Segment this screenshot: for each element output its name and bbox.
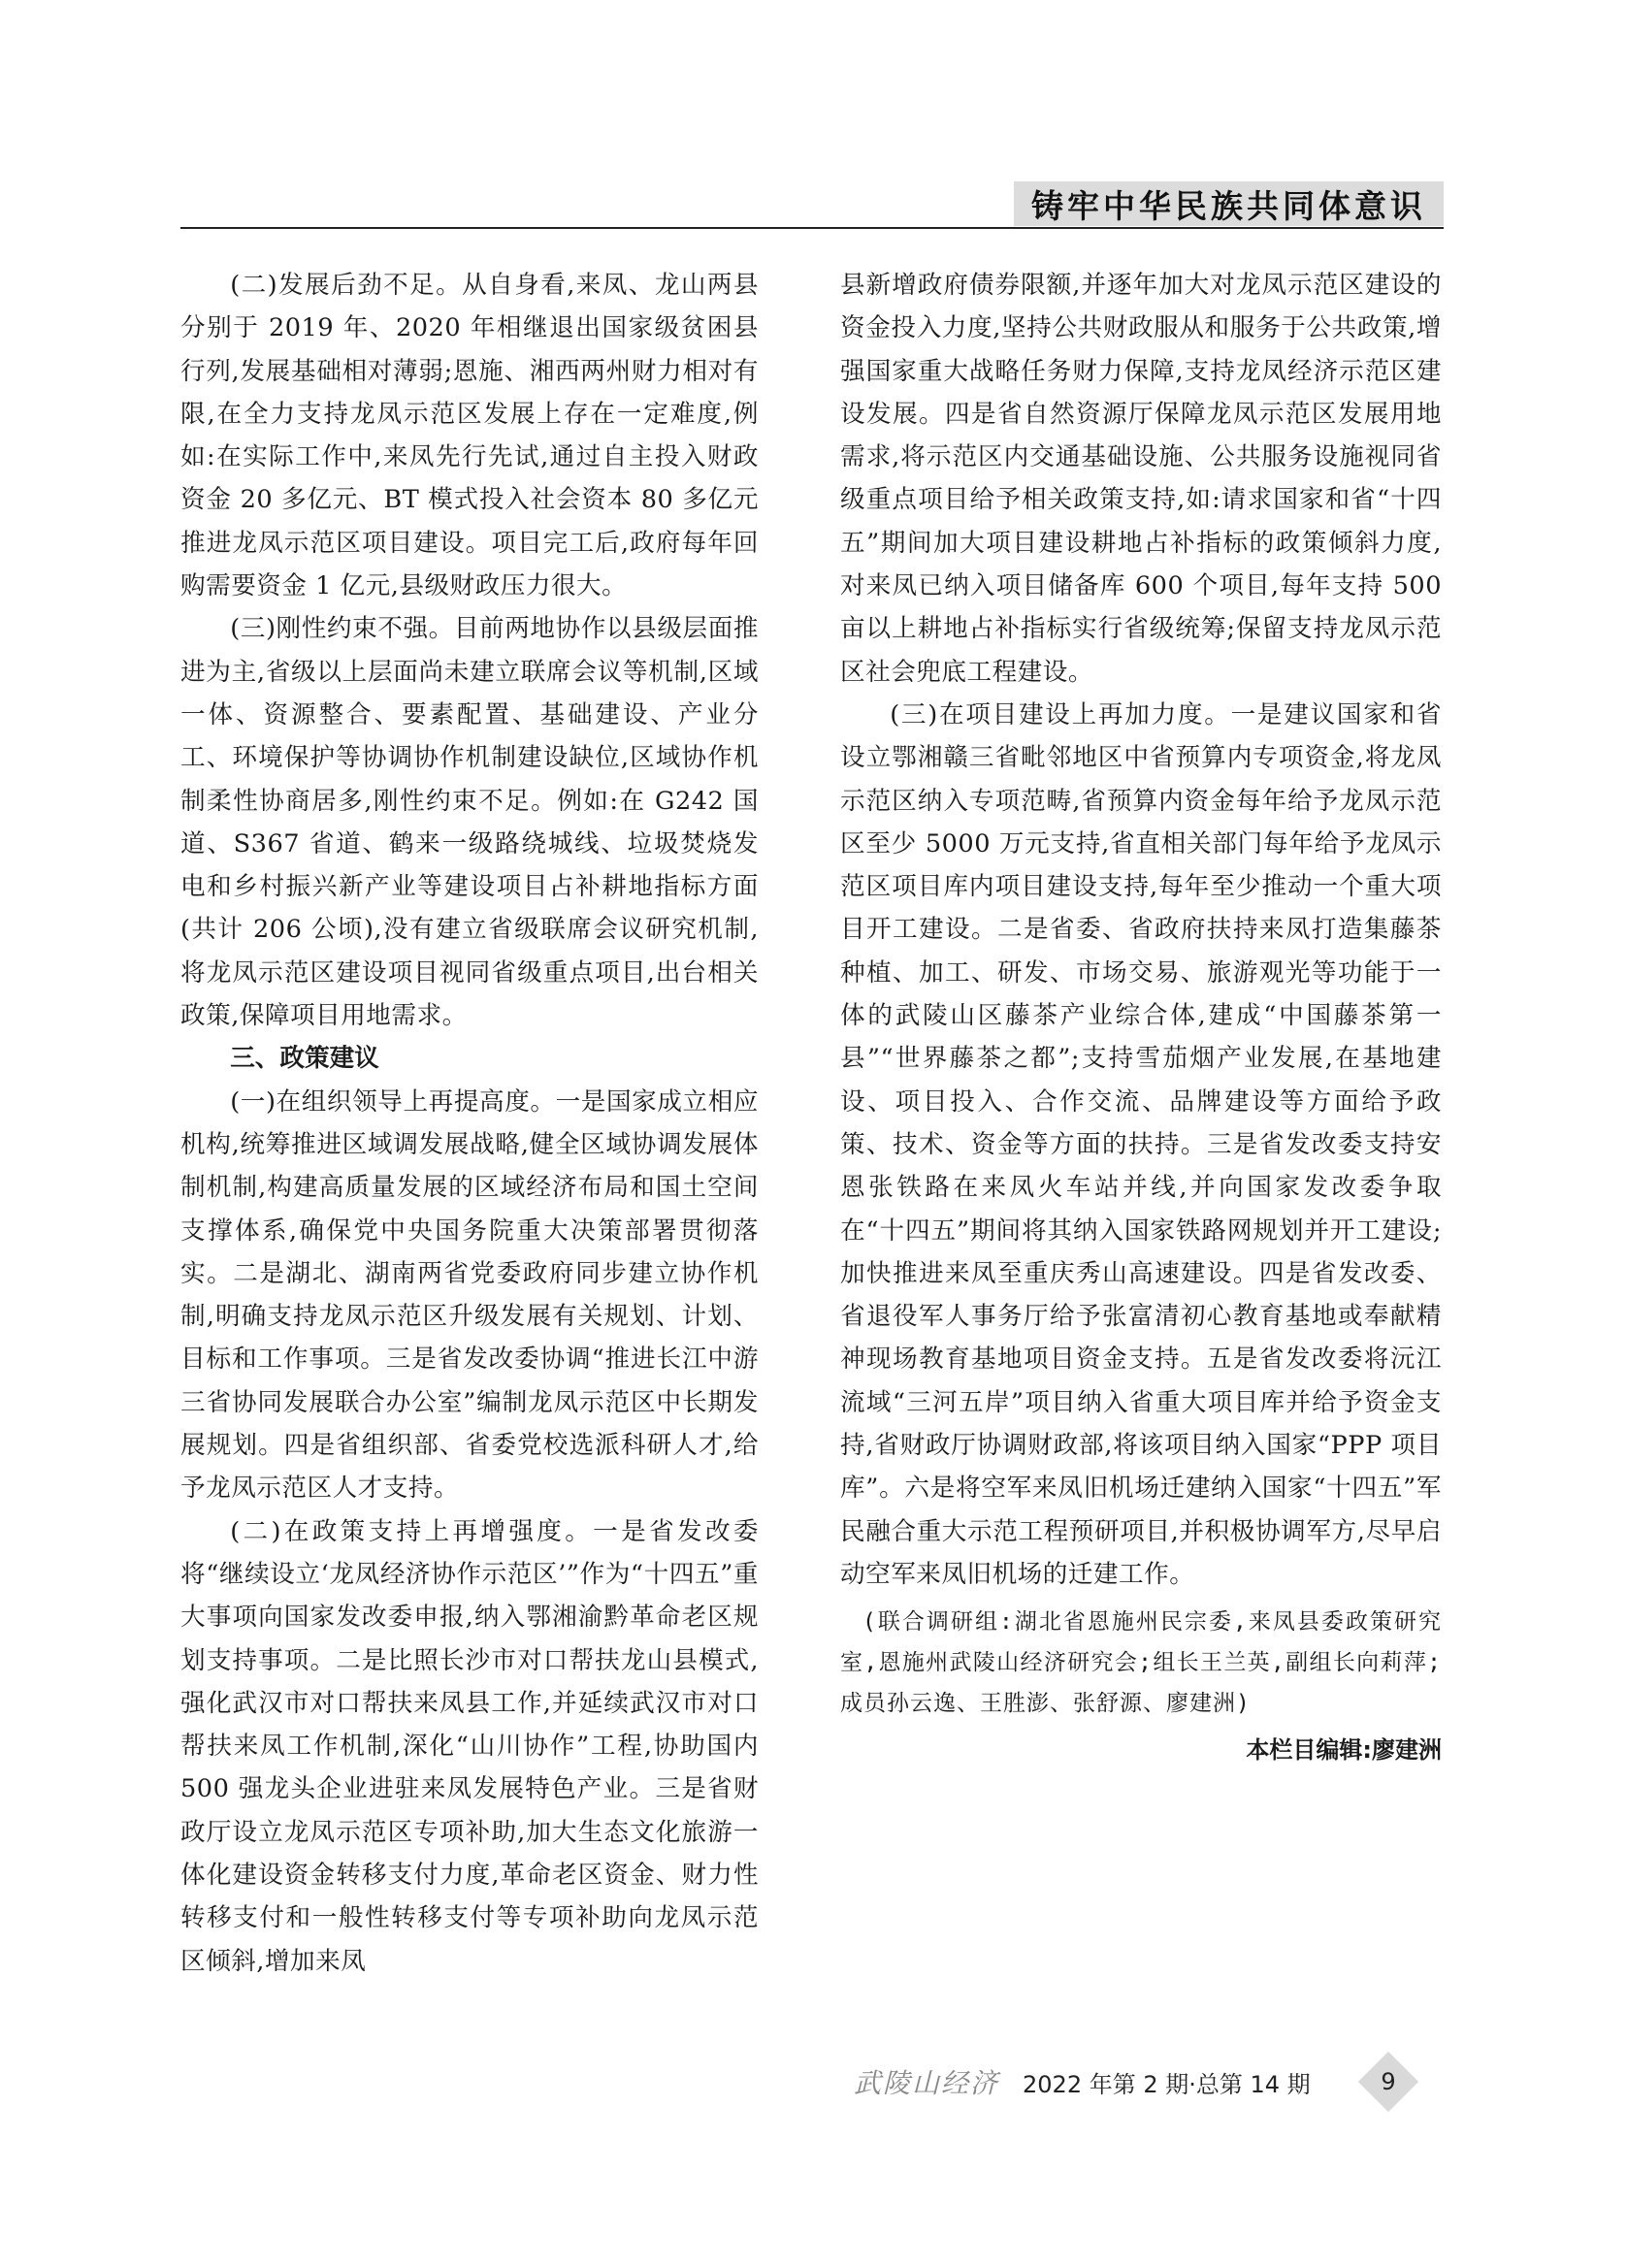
section-heading-policy: 三、政策建议 [230,1044,379,1074]
journal-logo: 武陵山经济 [854,2067,1000,2099]
header-rule [180,227,1444,229]
page-number: 9 [1381,2068,1396,2095]
paragraph-policy-support: (二)在政策支持上再增强度。一是省发改委将“继续设立‘龙凤经济协作示范区’”作为“十四五”重大事项向国家发改委申报,纳入鄂湘渝黔革命老区规划支持事项。二是比照长沙市对口帮扶龙山县模式,强化武汉市对口帮扶来凤县工作,并延续武汉市对口帮扶来凤工作机制,深化“山川协作”工程,协助国内 500 强龙头企业进驻来凤发展特色产业。三是省财政厅设立龙凤示范区专项补助,加大生态文化旅游一体化建设资金转移支付力度,革命老区资金、财力性转移支付和一般性转移支付等专项补助向龙凤示范区倾斜,增加来凤 [180,1516,759,1976]
research-group-credits: (联合调研组:湖北省恩施州民宗委,来凤县委政策研究室,恩施州武陵山经济研究会;组长王兰英,副组长向莉萍;成员孙云逸、王胜澎、张舒源、廖建洲) [840,1609,1442,1717]
paragraph-project-construction: (三)在项目建设上再加力度。一是建议国家和省设立鄂湘赣三省毗邻地区中省预算内专项资金,将龙凤示范区纳入专项范畴,省预算内资金每年给予龙凤示范区至少 5000 万元支持,省直相关部门每年给予龙凤示范区项目库内项目建设支持,每年至少推动一个重大项目开工建设。二是省委、省政府扶持来凤打造集藤茶种植、加工、研发、市场交易、旅游观光等功能于一体的武陵山区藤茶产业综合体,建成“中国藤茶第一县”“世界藤茶之都”;支持雪茄烟产业发展,在基地建设、项目投入、合作交流、品牌建设等方面给予政策、技术、资金等方面的扶持。三是省发改委支持安恩张铁路在来凤火车站并线,并向国家发改委争取在“十四五”期间将其纳入国家铁路网规划并开工建设;加快推进来凤至重庆秀山高速建设。四是省发改委、省退役军人事务厅给予张富清初心教育基地或奉献精神现场教育基地项目资金支持。五是省发改委将沅江流域“三河五岸”项目纳入省重大项目库并给予资金支持,省财政厅协调财政部,将该项目纳入国家“PPP 项目库”。六是将空军来凤旧机场迁建纳入国家“十四五”军民融合重大示范工程预研项目,并积极协调军方,尽早启动空军来凤旧机场的迁建工作。 [840,699,1442,1589]
page-number-badge [1353,2047,1423,2117]
paragraph-policy-support-continued: 县新增政府债券限额,并逐年加大对龙凤示范区建设的资金投入力度,坚持公共财政服从和服务于公共政策,增强国家重大战略任务财力保障,支持龙凤经济示范区建设发展。四是省自然资源厅保障龙凤示范区发展用地需求,将示范区内交通基础设施、公共服务设施视同省级重点项目给予相关政策支持,如:请求国家和省“十四五”期间加大项目建设耕地占补指标的政策倾斜力度,对来凤已纳入项目储备库 600 个项目,每年支持 500 亩以上耕地占补指标实行省级统筹;保留支持龙凤示范区社会兜底工程建设。 [840,271,1442,687]
left-column [180,264,759,1983]
column-title: 铸牢中华民族共同体意识 [1031,186,1426,225]
column-title-banner [1014,181,1444,226]
page-footer [854,2060,1311,2103]
paragraph-weak-momentum: (二)发展后劲不足。从自身看,来凤、龙山两县分别于 2019 年、2020 年相继退出国家级贫困县行列,发展基础相对薄弱;恩施、湘西两州财力相对有限,在全力支持龙凤示范区发展上存在一定难度,例如:在实际工作中,来凤先行先试,通过自主投入财政资金 20 多亿元、BT 模式投入社会资本 80 多亿元推进龙凤示范区项目建设。项目完工后,政府每年回购需要资金 1 亿元,县级财政压力很大。 [180,271,759,601]
paragraph-leadership: (一)在组织领导上再提高度。一是国家成立相应机构,统筹推进区域调发展战略,健全区域协调发展体制机制,构建高质量发展的区域经济布局和国土空间支撑体系,确保党中央国务院重大决策部署贯彻落实。二是湖北、湖南两省党委政府同步建立协作机制,明确支持龙凤示范区升级发展有关规划、计划、目标和工作事项。三是省发改委协调“推进长江中游三省协同发展联合办公室”编制龙凤示范区中长期发展规划。四是省组织部、省委党校选派科研人才,给予龙凤示范区人才支持。 [180,1086,759,1504]
issue-info: 2022 年第 2 期·总第 14 期 [1023,2070,1311,2098]
paragraph-weak-constraints: (三)刚性约束不强。目前两地协作以县级层面推进为主,省级以上层面尚未建立联席会议等机制,区域一体、资源整合、要素配置、基础建设、产业分工、环境保护等协调协作机制建设缺位,区域协作机制柔性协商居多,刚性约束不足。例如:在 G242 国道、S367 省道、鹤来一级路绕城线、垃圾焚烧发电和乡村振兴新产业等建设项目占补耕地指标方面(共计 206 公顷),没有建立省级联席会议研究机制,将龙凤示范区建设项目视同省级重点项目,出台相关政策,保障项目用地需求。 [180,614,759,1031]
column-editor: 本栏目编辑:廖建洲 [1246,1736,1442,1765]
right-column [840,264,1442,1770]
